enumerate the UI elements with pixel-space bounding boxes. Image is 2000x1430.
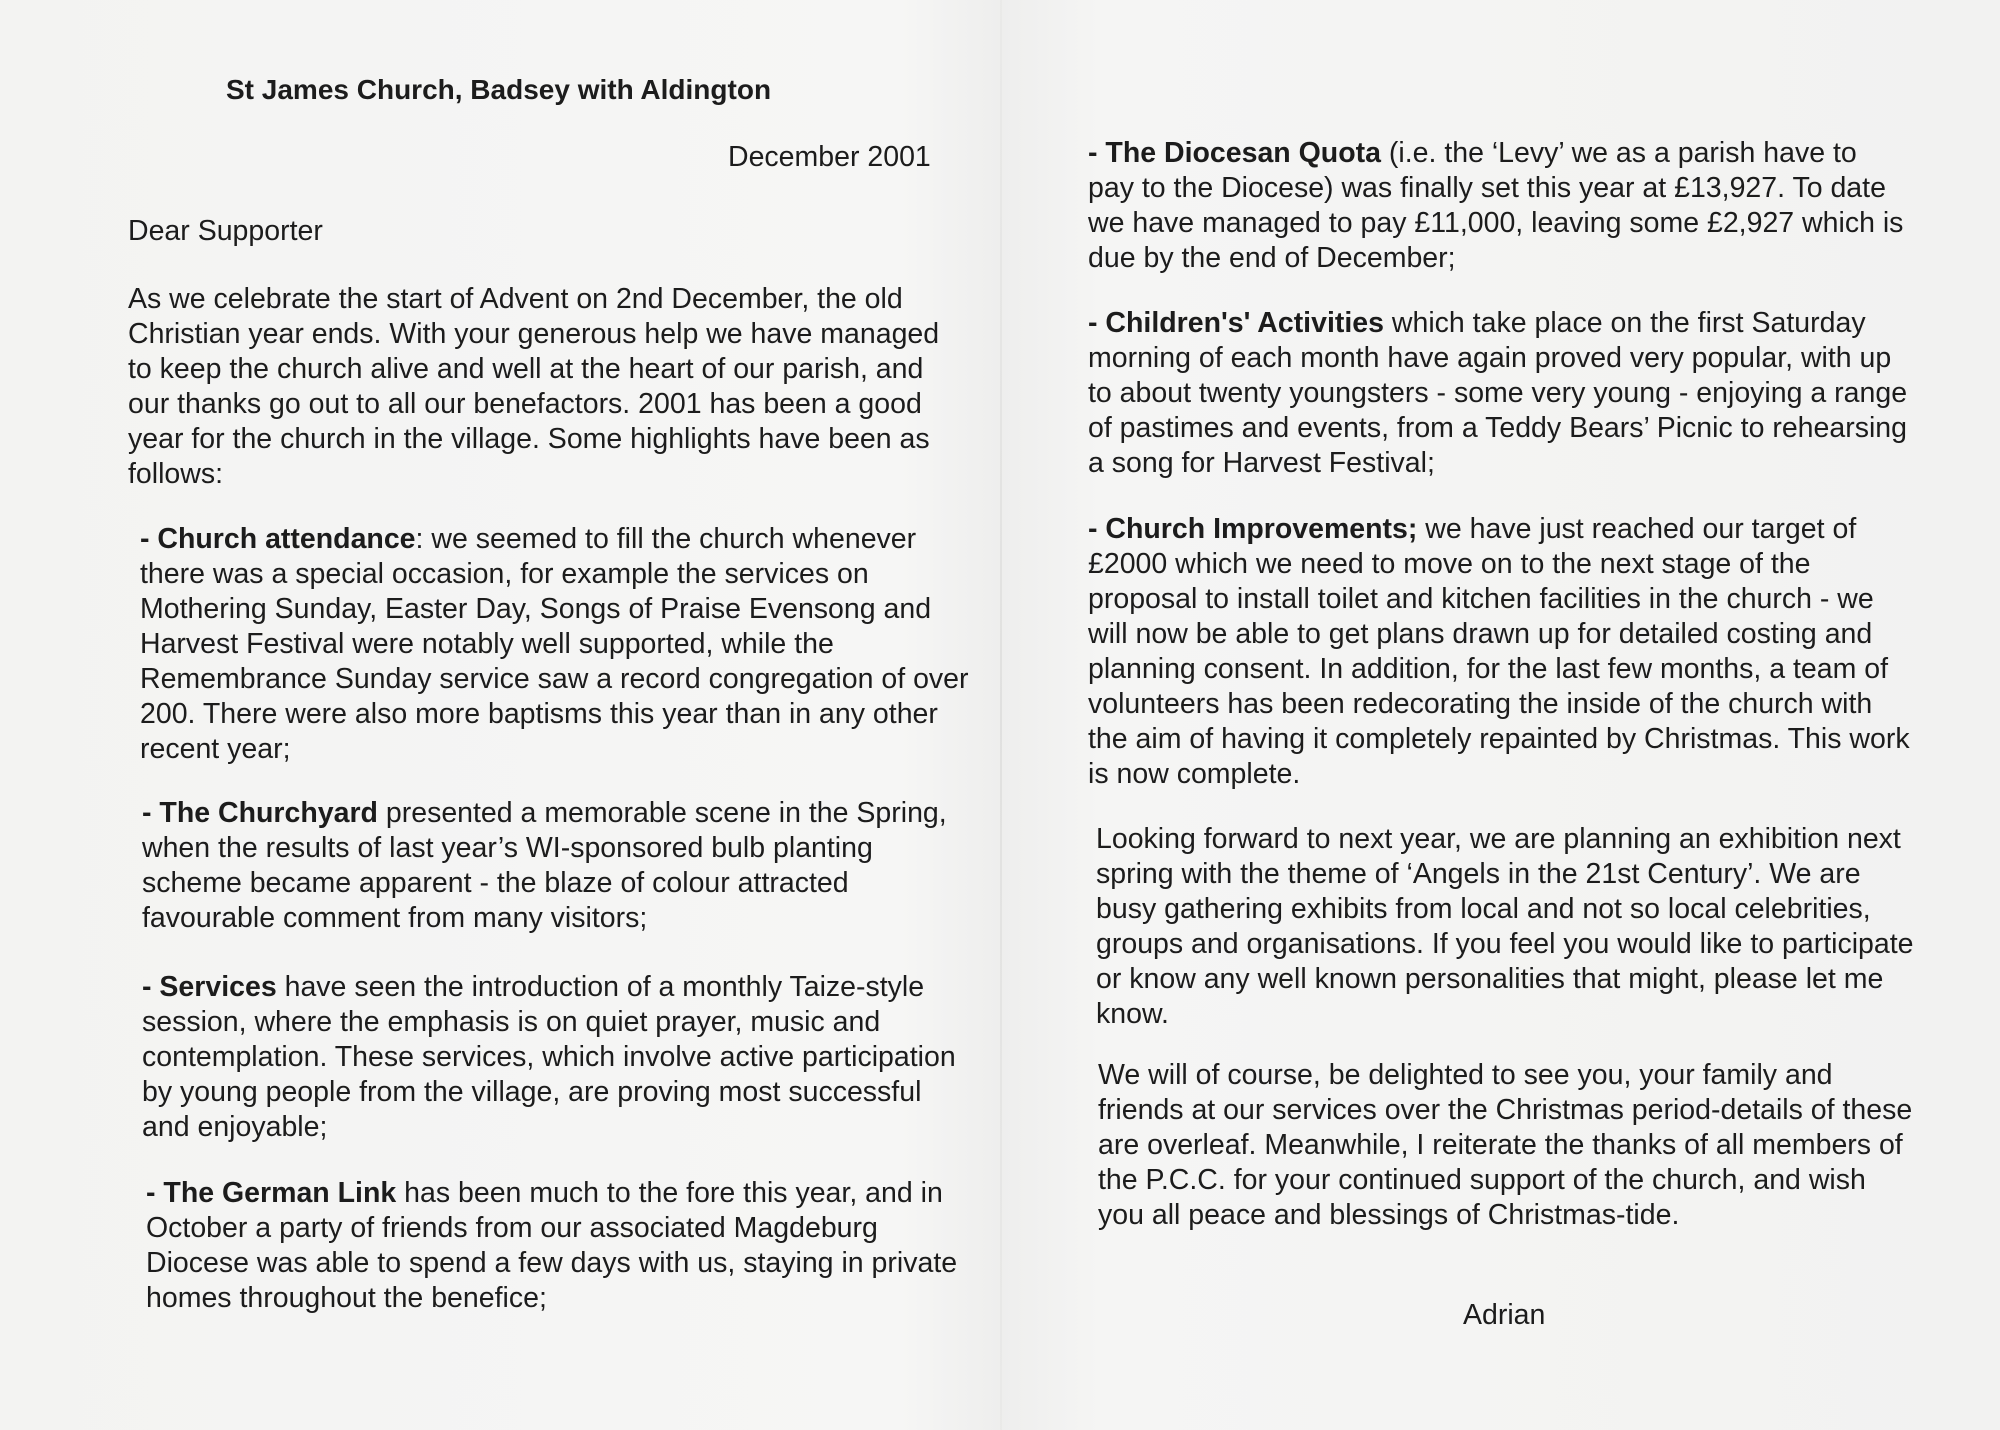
highlight-services	[142, 970, 962, 1145]
highlight-heading: - Children's' Activities	[1088, 307, 1384, 339]
intro-paragraph: As we celebrate the start of Advent on 2nd December, the old Christian year ends. With your generous help we have managed to keep the church alive and well at the heart of our parish, and our thanks go out to all our benefactors. 2001 has been a good year for the church in the village. Some highlights have been as follows:	[128, 283, 940, 490]
highlight-heading: - The Diocesan Quota	[1088, 137, 1381, 169]
closing-paragraph-exhibition: Looking forward to next year, we are planning an exhibition next spring with the theme of ‘Angels in the 21st Century’. We are busy gathering exhibits from local and not so local celebrities, groups and organisations. If you feel you would like to participate or know any well known personalities that might, please let me know.	[1096, 823, 1914, 1030]
closing-paragraph-thanks: We will of course, be delighted to see you, your family and friends at our services over the Christmas period-details of these are overleaf. Meanwhile, I reiterate the thanks of all members of the P.C.C. for your continued support of the church, and wish you all peace and blessings of Christmas-tide.	[1098, 1059, 1913, 1231]
highlight-heading: - The Churchyard	[142, 797, 378, 829]
signature: Adrian	[1463, 1299, 1546, 1331]
highlight-text: have seen the introduction of a monthly Taize-style session, where the emphasis is on quiet prayer, music and contemplation. These services, which involve active participation by young people from the village, are proving most successful and enjoyable;	[142, 971, 956, 1143]
highlight-heading: - Church attendance	[140, 523, 416, 555]
page-fold	[1000, 0, 1002, 1430]
highlight-text: (i.e. the ‘Levy’ we as a parish have to pay to the Diocese) was finally set this year at £13,927. To date we have managed to pay £11,000, leaving some £2,927 which is due by the end of December;	[1088, 137, 1904, 274]
letter-title: St James Church, Badsey with Aldington	[226, 74, 772, 105]
highlight-church-improvements	[1088, 512, 1918, 792]
highlight-churchyard	[142, 796, 962, 936]
highlight-text: has been much to the fore this year, and in October a party of friends from our associated Magdeburg Diocese was able to spend a few days with us, staying in private homes throughout the benefice;	[146, 1177, 958, 1314]
highlight-text: we have just reached our target of £2000 which we need to move on to the next stage of the proposal to install toilet and kitchen facilities in the church - we will now be able to get plans drawn up for detailed costing and planning consent. In addition, for the last few months, a team of volunteers has been redecorating the inside of the church with the aim of having it completely repainted by Christmas. This work is now complete.	[1088, 513, 1910, 790]
salutation: Dear Supporter	[128, 215, 323, 247]
highlight-text: which take place on the first Saturday morning of each month have again proved very popular, with up to about twenty youngsters - some very young - enjoying a range of pastimes and events, from a Teddy Bears’ Picnic to rehearsing a song for Harvest Festival;	[1088, 307, 1908, 479]
highlight-text: : we seemed to fill the church whenever there was a special occasion, for example the services on Mothering Sunday, Easter Day, Songs of Praise Evensong and Harvest Festival were notably well supported, while the Remembrance Sunday service saw a record congregation of over 200. There were also more baptisms this year than in any other recent year;	[140, 523, 969, 765]
highlight-german-link	[146, 1176, 976, 1316]
letter-date: December 2001	[728, 141, 931, 173]
highlight-heading: - The German Link	[146, 1177, 397, 1209]
highlight-text: presented a memorable scene in the Spring, when the results of last year’s WI-sponsored bulb planting scheme became apparent - the blaze of colour attracted favourable comment from many visitors;	[142, 797, 947, 934]
highlight-church-attendance	[140, 522, 970, 767]
highlight-heading: - Church Improvements;	[1088, 513, 1418, 545]
highlight-heading: - Services	[142, 971, 277, 1003]
highlight-diocesan-quota	[1088, 136, 1908, 276]
highlight-childrens-activities	[1088, 306, 1918, 481]
